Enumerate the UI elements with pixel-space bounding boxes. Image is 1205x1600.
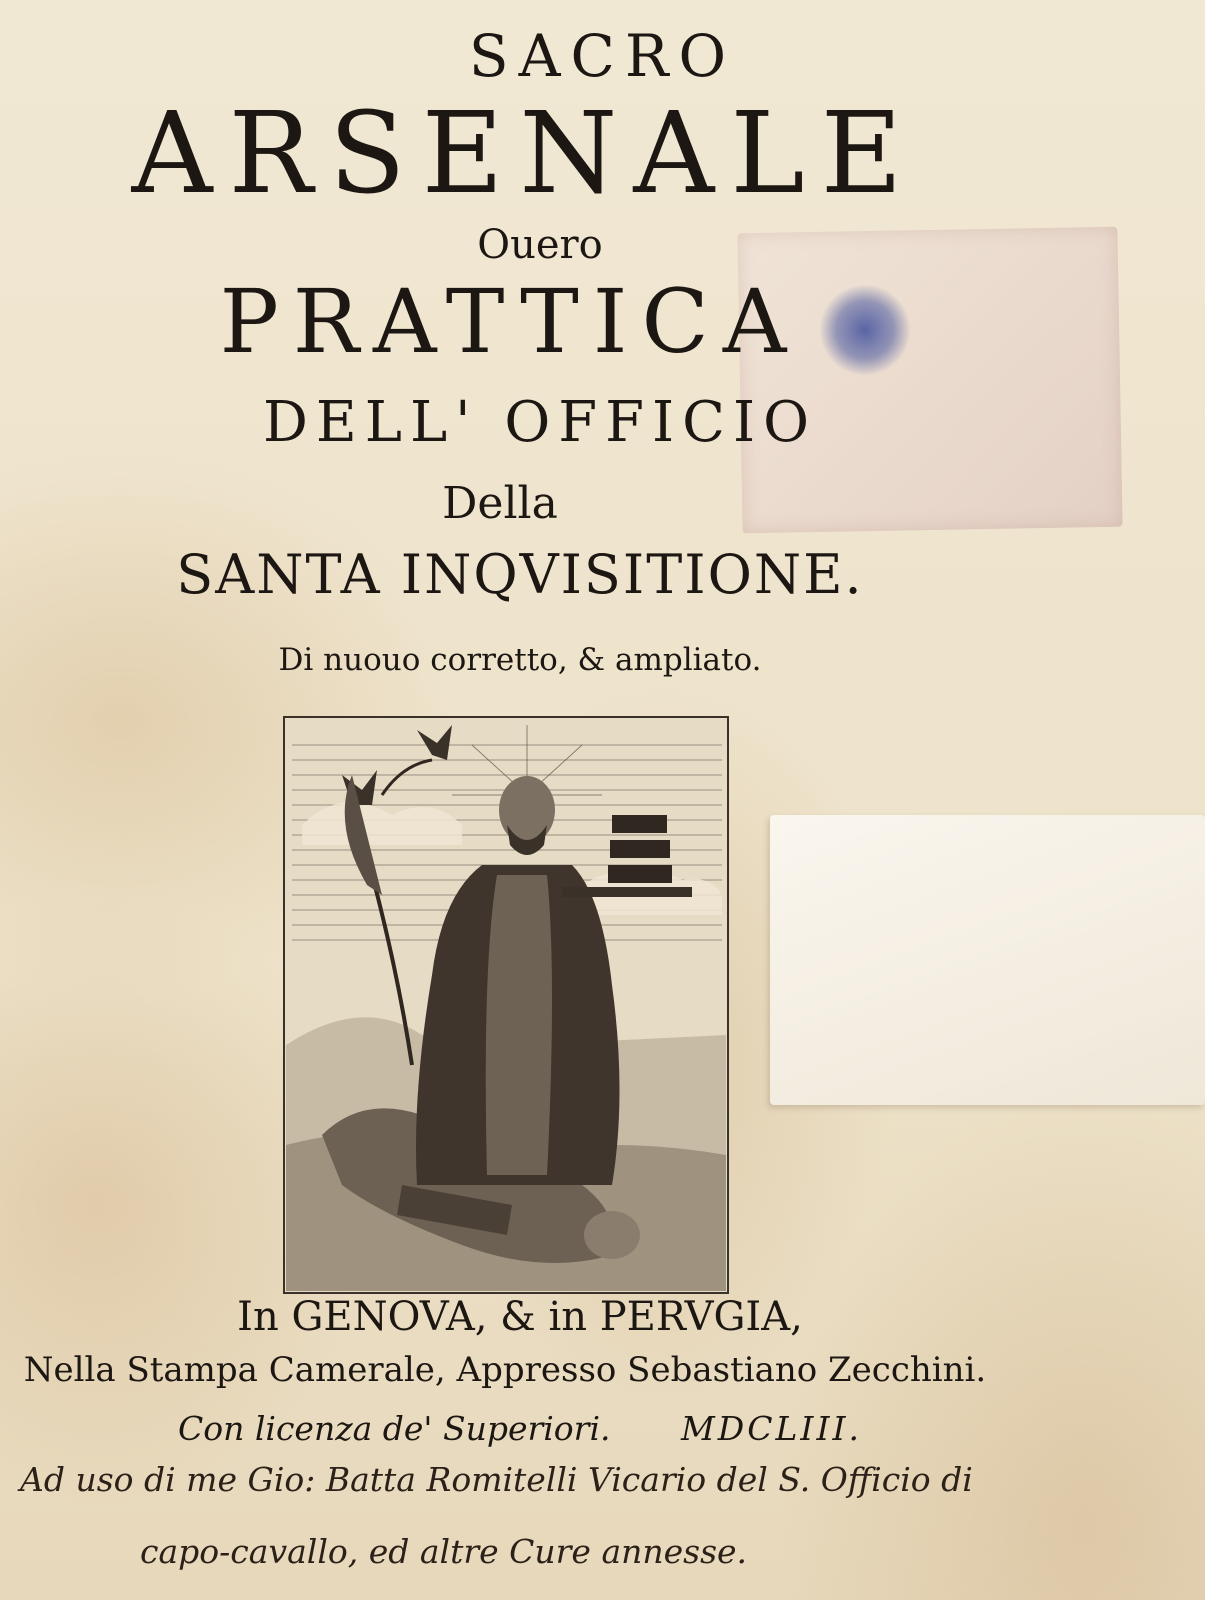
imprint-printer: Nella Stampa Camerale, Appresso Sebastiano Zecchini. bbox=[23, 1350, 987, 1390]
title-line-prattica: PRATTICA bbox=[219, 270, 801, 373]
subtitle-line: Di nuouo corretto, & ampliato. bbox=[278, 642, 762, 678]
title-line-officio: DELL' OFFICIO bbox=[263, 390, 817, 455]
title-line-inquisitione: SANTA INQVISITIONE. bbox=[176, 543, 864, 606]
imprint-place: In GENOVA, & in PERVGIA, bbox=[237, 1294, 803, 1340]
handwritten-inscription-line-1: Ad uso di me Gio: Batta Romitelli Vicario del S. Officio di bbox=[20, 1460, 973, 1499]
saint-engraving bbox=[282, 715, 730, 1295]
handwritten-inscription-line-2: capo-cavallo, ed altre Cure annesse. bbox=[140, 1532, 748, 1571]
imprint-license: Con licenza de' Superiori. bbox=[177, 1409, 611, 1448]
imprint-year: MDCLIII. bbox=[681, 1409, 863, 1448]
title-line-arsenale: ARSENALE bbox=[131, 89, 919, 219]
imprint-license-line bbox=[0, 1409, 1040, 1448]
paper-repair-patch bbox=[770, 815, 1205, 1105]
title-line-sacro: SACRO bbox=[468, 22, 737, 90]
title-line-ouero: Ouero bbox=[477, 222, 603, 268]
title-line-della: Della bbox=[442, 478, 558, 529]
